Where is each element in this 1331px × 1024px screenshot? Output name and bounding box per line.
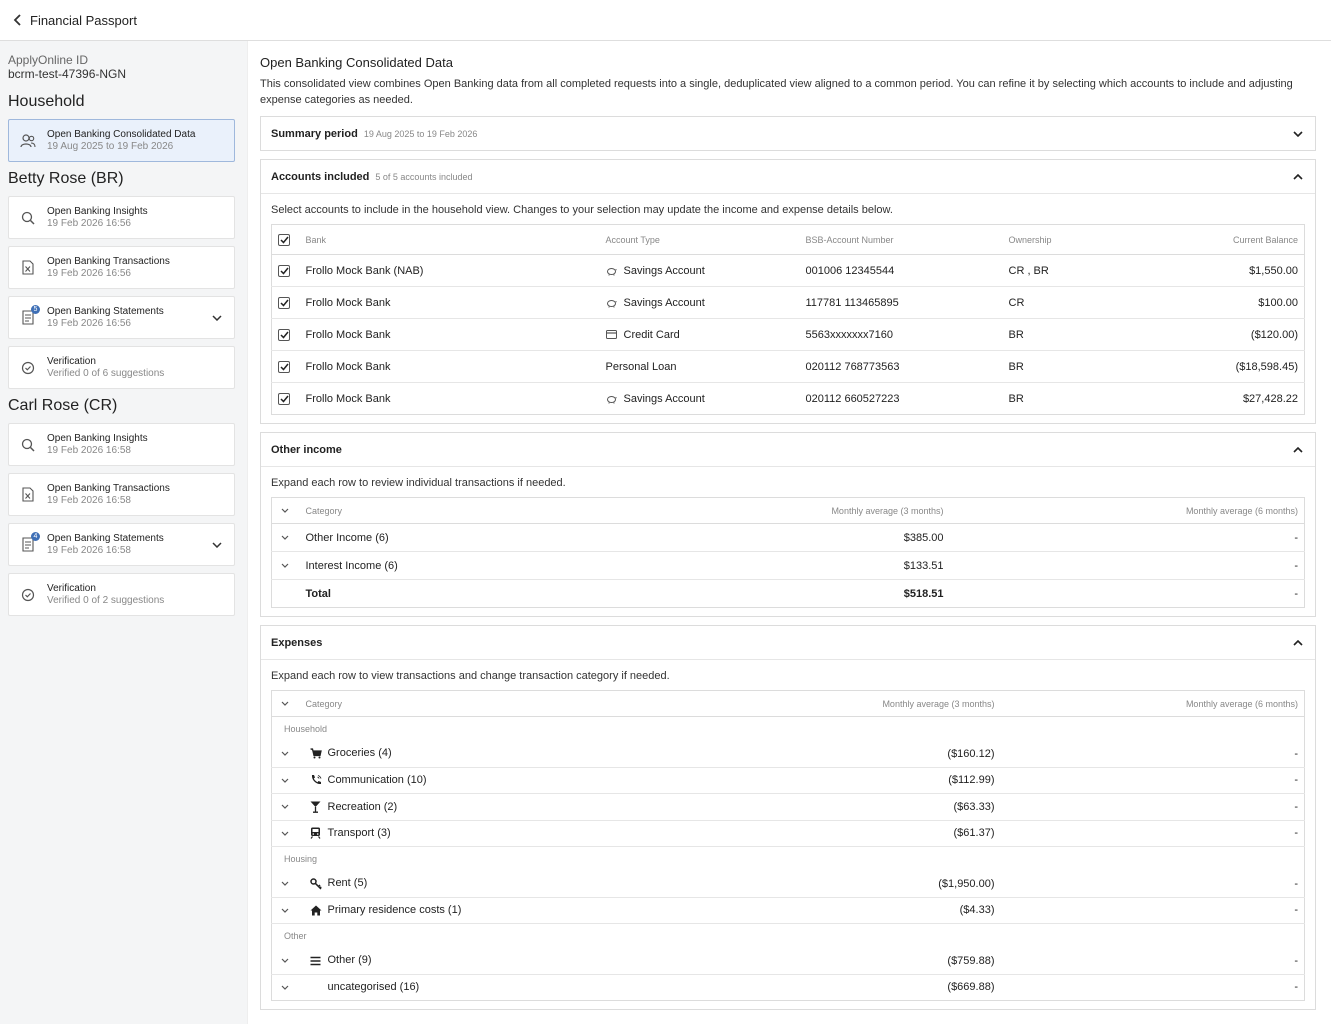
sidebar-item-subtitle: 19 Feb 2026 16:56 bbox=[47, 317, 131, 329]
account-balance: $1,550.00 bbox=[1153, 255, 1305, 287]
expense-monthly-6: - bbox=[1001, 741, 1305, 768]
sidebar-item-subtitle: 19 Feb 2026 16:58 bbox=[47, 544, 131, 556]
expense-category: Transport (3) bbox=[327, 827, 391, 840]
expense-monthly-3: ($1,950.00) bbox=[701, 871, 1001, 898]
income-row-other-income[interactable] bbox=[272, 524, 1305, 552]
chevron-down-icon[interactable] bbox=[278, 559, 292, 573]
expenses-header[interactable] bbox=[261, 626, 1315, 659]
sidebar-item-title: Verification bbox=[47, 582, 96, 594]
account-balance: ($18,598.45) bbox=[1153, 351, 1305, 383]
income-row-interest-income[interactable] bbox=[272, 552, 1305, 580]
accounts-included-header[interactable] bbox=[261, 160, 1315, 193]
col-balance: Current Balance bbox=[1153, 225, 1305, 255]
account-type: Savings Account bbox=[623, 392, 705, 405]
account-bank: Frollo Mock Bank (NAB) bbox=[300, 255, 600, 287]
spreadsheet-file-icon bbox=[19, 486, 37, 504]
income-monthly-3: $385.00 bbox=[610, 524, 950, 552]
chevron-down-icon[interactable] bbox=[278, 531, 292, 545]
income-total-3: $518.51 bbox=[903, 587, 944, 600]
chevron-down-icon[interactable] bbox=[278, 980, 292, 994]
list-icon bbox=[310, 955, 322, 967]
page-title: Financial Passport bbox=[30, 12, 137, 28]
col-category: Category bbox=[300, 691, 701, 717]
expand-all-chevron-icon[interactable] bbox=[278, 504, 292, 518]
col-bsb: BSB-Account Number bbox=[800, 225, 1003, 255]
expense-monthly-3: ($160.12) bbox=[701, 741, 1001, 768]
sidebar-item-subtitle: 19 Feb 2026 16:56 bbox=[47, 267, 131, 279]
expense-monthly-6: - bbox=[1001, 820, 1305, 847]
account-ownership: CR bbox=[1003, 287, 1153, 319]
col-category: Category bbox=[300, 498, 610, 524]
income-total-label: Total bbox=[305, 587, 331, 600]
expense-row-uncategorised[interactable] bbox=[272, 974, 1305, 1001]
expense-group-label: Household bbox=[284, 723, 328, 734]
betty-rose-heading: Betty Rose (BR) bbox=[8, 170, 124, 187]
summary-period-range: 19 Aug 2025 to 19 Feb 2026 bbox=[363, 128, 478, 139]
expenses-description: Expand each row to view transactions and change transaction category if needed. bbox=[271, 670, 670, 682]
expense-category: Primary residence costs (1) bbox=[327, 904, 462, 917]
income-total-6: - bbox=[1294, 587, 1298, 600]
expense-row-rent[interactable] bbox=[272, 871, 1305, 898]
chevron-down-icon[interactable] bbox=[278, 903, 292, 917]
check-circle-icon bbox=[19, 359, 37, 377]
expense-group-household bbox=[272, 717, 1305, 741]
chevron-down-icon[interactable] bbox=[210, 538, 224, 552]
sidebar-item-title: Open Banking Insights bbox=[47, 205, 148, 217]
chevron-down-icon[interactable] bbox=[278, 773, 292, 787]
account-checkbox[interactable] bbox=[278, 361, 290, 373]
carl-rose-heading: Carl Rose (CR) bbox=[8, 397, 118, 414]
expense-monthly-3: ($759.88) bbox=[701, 948, 1001, 975]
account-bank: Frollo Mock Bank bbox=[300, 287, 600, 319]
expense-row-other[interactable] bbox=[272, 948, 1305, 975]
expenses-table bbox=[271, 690, 1305, 1001]
search-insights-icon bbox=[19, 436, 37, 454]
spreadsheet-file-icon bbox=[19, 259, 37, 277]
account-ownership: BR bbox=[1008, 392, 1024, 405]
sidebar-item-subtitle: Verified 0 of 6 suggestions bbox=[47, 367, 165, 379]
chevron-up-icon[interactable] bbox=[1291, 636, 1305, 650]
account-bank: Frollo Mock Bank bbox=[305, 392, 391, 405]
account-checkbox[interactable] bbox=[278, 297, 290, 309]
account-type: Credit Card bbox=[623, 328, 680, 341]
account-ownership: BR bbox=[1003, 351, 1153, 383]
chevron-down-icon[interactable] bbox=[210, 311, 224, 325]
expense-row-groceries[interactable] bbox=[272, 741, 1305, 768]
chevron-down-icon[interactable] bbox=[278, 800, 292, 814]
account-balance: $100.00 bbox=[1153, 287, 1305, 319]
cart-icon bbox=[310, 748, 322, 760]
select-all-checkbox[interactable] bbox=[278, 234, 290, 246]
expense-category: Rent (5) bbox=[327, 877, 368, 890]
credit-card-icon bbox=[606, 330, 618, 340]
expense-row-transport[interactable] bbox=[272, 820, 1305, 847]
col-monthly-3: Monthly average (3 months) bbox=[610, 498, 950, 524]
table-row bbox=[272, 351, 1305, 383]
other-income-panel bbox=[260, 432, 1316, 617]
summary-period-title: Summary period bbox=[271, 127, 358, 140]
col-ownership: Ownership bbox=[1003, 225, 1153, 255]
household-heading: Household bbox=[8, 93, 85, 110]
accounts-table bbox=[271, 224, 1305, 415]
account-ownership: CR , BR bbox=[1003, 255, 1153, 287]
table-row bbox=[272, 255, 1305, 287]
col-monthly-3: Monthly average (3 months) bbox=[701, 691, 1001, 717]
expense-monthly-6: - bbox=[1001, 948, 1305, 975]
piggy-bank-icon bbox=[606, 394, 618, 404]
expand-all-chevron-icon[interactable] bbox=[278, 697, 292, 711]
expense-group-housing bbox=[272, 847, 1305, 871]
sidebar-item-title: Open Banking Transactions bbox=[47, 255, 170, 267]
account-type: Savings Account bbox=[623, 296, 705, 309]
account-bsb: 020112 768773563 bbox=[800, 351, 1003, 383]
expense-category: Groceries (4) bbox=[327, 747, 392, 760]
table-row bbox=[272, 319, 1305, 351]
search-insights-icon bbox=[19, 209, 37, 227]
sidebar-item-carl-transactions[interactable] bbox=[8, 473, 235, 516]
accounts-included-title: Accounts included bbox=[271, 170, 370, 183]
income-category: Interest Income (6) bbox=[300, 552, 610, 580]
expense-monthly-6: - bbox=[1001, 794, 1305, 821]
phone-icon bbox=[310, 774, 322, 786]
expense-monthly-6: - bbox=[1001, 767, 1305, 794]
expense-group-label: Housing bbox=[284, 853, 318, 864]
expense-group-label: Other bbox=[284, 930, 307, 941]
income-category: Other Income (6) bbox=[300, 524, 610, 552]
statements-count-badge: 4 bbox=[31, 532, 40, 541]
statement-document-icon bbox=[19, 305, 38, 327]
sidebar-item-title: Open Banking Insights bbox=[47, 432, 148, 444]
account-bsb: 020112 660527223 bbox=[805, 392, 900, 405]
chevron-up-icon[interactable] bbox=[1291, 170, 1305, 184]
train-icon bbox=[310, 827, 322, 839]
account-checkbox[interactable] bbox=[278, 265, 290, 277]
income-monthly-6: - bbox=[950, 552, 1305, 580]
income-monthly-3: $133.51 bbox=[610, 552, 950, 580]
accounts-included-count: 5 of 5 accounts included bbox=[375, 171, 473, 182]
expense-monthly-3: ($61.37) bbox=[701, 820, 1001, 847]
back-arrow-icon[interactable] bbox=[8, 10, 28, 30]
income-total-row bbox=[272, 580, 1305, 608]
sidebar-item-title: Verification bbox=[47, 355, 96, 367]
summary-period-panel bbox=[260, 116, 1316, 151]
expense-category: Communication (10) bbox=[327, 774, 427, 787]
piggy-bank-icon bbox=[606, 266, 618, 276]
summary-period-header[interactable] bbox=[261, 117, 1315, 150]
expense-monthly-6: - bbox=[1294, 981, 1298, 994]
sidebar-item-subtitle: 19 Feb 2026 16:58 bbox=[47, 494, 131, 506]
expense-monthly-3: ($4.33) bbox=[701, 897, 1001, 924]
expense-monthly-3: ($112.99) bbox=[701, 767, 1001, 794]
table-row bbox=[272, 383, 1305, 415]
expenses-panel bbox=[260, 625, 1316, 1010]
chevron-down-icon[interactable] bbox=[278, 747, 292, 761]
cocktail-icon bbox=[310, 801, 322, 813]
chevron-down-icon[interactable] bbox=[278, 954, 292, 968]
users-icon bbox=[19, 132, 37, 150]
account-type: Savings Account bbox=[623, 264, 705, 277]
section-intro: This consolidated view combines Open Banking data from all completed requests into a single, deduplicated view aligned to a common period. You can refine it by selecting which accounts to include and adjusting expense categories as needed. bbox=[260, 78, 1293, 106]
col-monthly-6: Monthly average (6 months) bbox=[950, 498, 1305, 524]
other-income-header[interactable] bbox=[261, 433, 1315, 466]
account-balance: $27,428.22 bbox=[1242, 392, 1298, 405]
expense-monthly-6: - bbox=[1001, 871, 1305, 898]
expenses-title: Expenses bbox=[271, 636, 323, 649]
expense-row-recreation[interactable] bbox=[272, 794, 1305, 821]
sidebar-item-subtitle: 19 Aug 2025 to 19 Feb 2026 bbox=[47, 140, 174, 152]
sidebar-item-household-consolidated[interactable] bbox=[8, 119, 235, 162]
apply-online-id-label: ApplyOnline ID bbox=[8, 53, 89, 67]
expense-group-other bbox=[272, 924, 1305, 948]
expense-monthly-3: ($63.33) bbox=[701, 794, 1001, 821]
top-bar bbox=[0, 0, 1331, 41]
sidebar-item-title: Open Banking Statements bbox=[47, 532, 164, 544]
account-ownership: BR bbox=[1003, 319, 1153, 351]
expense-monthly-3: ($669.88) bbox=[947, 981, 995, 994]
sidebar-item-betty-verification[interactable] bbox=[8, 346, 235, 389]
account-bank: Frollo Mock Bank bbox=[300, 351, 600, 383]
sidebar-item-carl-verification[interactable] bbox=[8, 573, 235, 616]
account-type: Personal Loan bbox=[605, 360, 677, 373]
accounts-description: Select accounts to include in the household view. Changes to your selection may update the income and expense details below. bbox=[271, 204, 893, 216]
piggy-bank-icon bbox=[606, 298, 618, 308]
statement-document-icon bbox=[19, 532, 38, 554]
section-title: Open Banking Consolidated Data bbox=[260, 55, 453, 70]
sidebar-item-carl-insights[interactable] bbox=[8, 423, 235, 466]
account-balance: ($120.00) bbox=[1153, 319, 1305, 351]
main-content bbox=[248, 41, 1331, 1024]
income-description: Expand each row to review individual transactions if needed. bbox=[271, 477, 566, 489]
account-bsb: 117781 113465895 bbox=[800, 287, 1003, 319]
sidebar-item-subtitle: 19 Feb 2026 16:56 bbox=[47, 217, 131, 229]
sidebar-item-title: Open Banking Transactions bbox=[47, 482, 170, 494]
account-checkbox[interactable] bbox=[278, 393, 290, 405]
account-bsb: 5563xxxxxxx7160 bbox=[800, 319, 1003, 351]
sidebar-item-betty-transactions[interactable] bbox=[8, 246, 235, 289]
expense-category: uncategorised (16) bbox=[327, 981, 420, 994]
sidebar-item-subtitle: Verified 0 of 2 suggestions bbox=[47, 594, 165, 606]
chevron-down-icon[interactable] bbox=[278, 826, 292, 840]
check-circle-icon bbox=[19, 586, 37, 604]
income-table bbox=[271, 497, 1305, 608]
chevron-down-icon[interactable] bbox=[278, 877, 292, 891]
statements-count-badge: 5 bbox=[31, 305, 40, 314]
col-account-type: Account Type bbox=[600, 225, 800, 255]
home-icon bbox=[310, 904, 322, 916]
expense-monthly-6: - bbox=[1001, 897, 1305, 924]
account-checkbox[interactable] bbox=[278, 329, 290, 341]
key-icon bbox=[310, 878, 322, 890]
expense-row-communication[interactable] bbox=[272, 767, 1305, 794]
apply-online-id-value: bcrm-test-47396-NGN bbox=[8, 67, 127, 81]
other-income-title: Other income bbox=[271, 443, 342, 456]
sidebar-item-betty-statements[interactable] bbox=[8, 296, 235, 339]
sidebar-item-title: Open Banking Consolidated Data bbox=[47, 128, 196, 140]
sidebar-item-subtitle: 19 Feb 2026 16:58 bbox=[47, 444, 131, 456]
sidebar-item-carl-statements[interactable] bbox=[8, 523, 235, 566]
income-monthly-6: - bbox=[950, 524, 1305, 552]
sidebar-item-betty-insights[interactable] bbox=[8, 196, 235, 239]
account-bank: Frollo Mock Bank bbox=[300, 319, 600, 351]
sidebar-item-title: Open Banking Statements bbox=[47, 305, 164, 317]
chevron-down-icon[interactable] bbox=[1291, 127, 1305, 141]
expense-row-primary-residence-costs[interactable] bbox=[272, 897, 1305, 924]
expense-category: Recreation (2) bbox=[327, 800, 398, 813]
expense-category: Other (9) bbox=[327, 954, 372, 967]
accounts-included-panel bbox=[260, 159, 1316, 424]
sidebar bbox=[0, 41, 248, 1024]
chevron-up-icon[interactable] bbox=[1291, 443, 1305, 457]
col-bank: Bank bbox=[300, 225, 600, 255]
table-row bbox=[272, 287, 1305, 319]
account-bsb: 001006 12345544 bbox=[800, 255, 1003, 287]
col-monthly-6: Monthly average (6 months) bbox=[1001, 691, 1305, 717]
